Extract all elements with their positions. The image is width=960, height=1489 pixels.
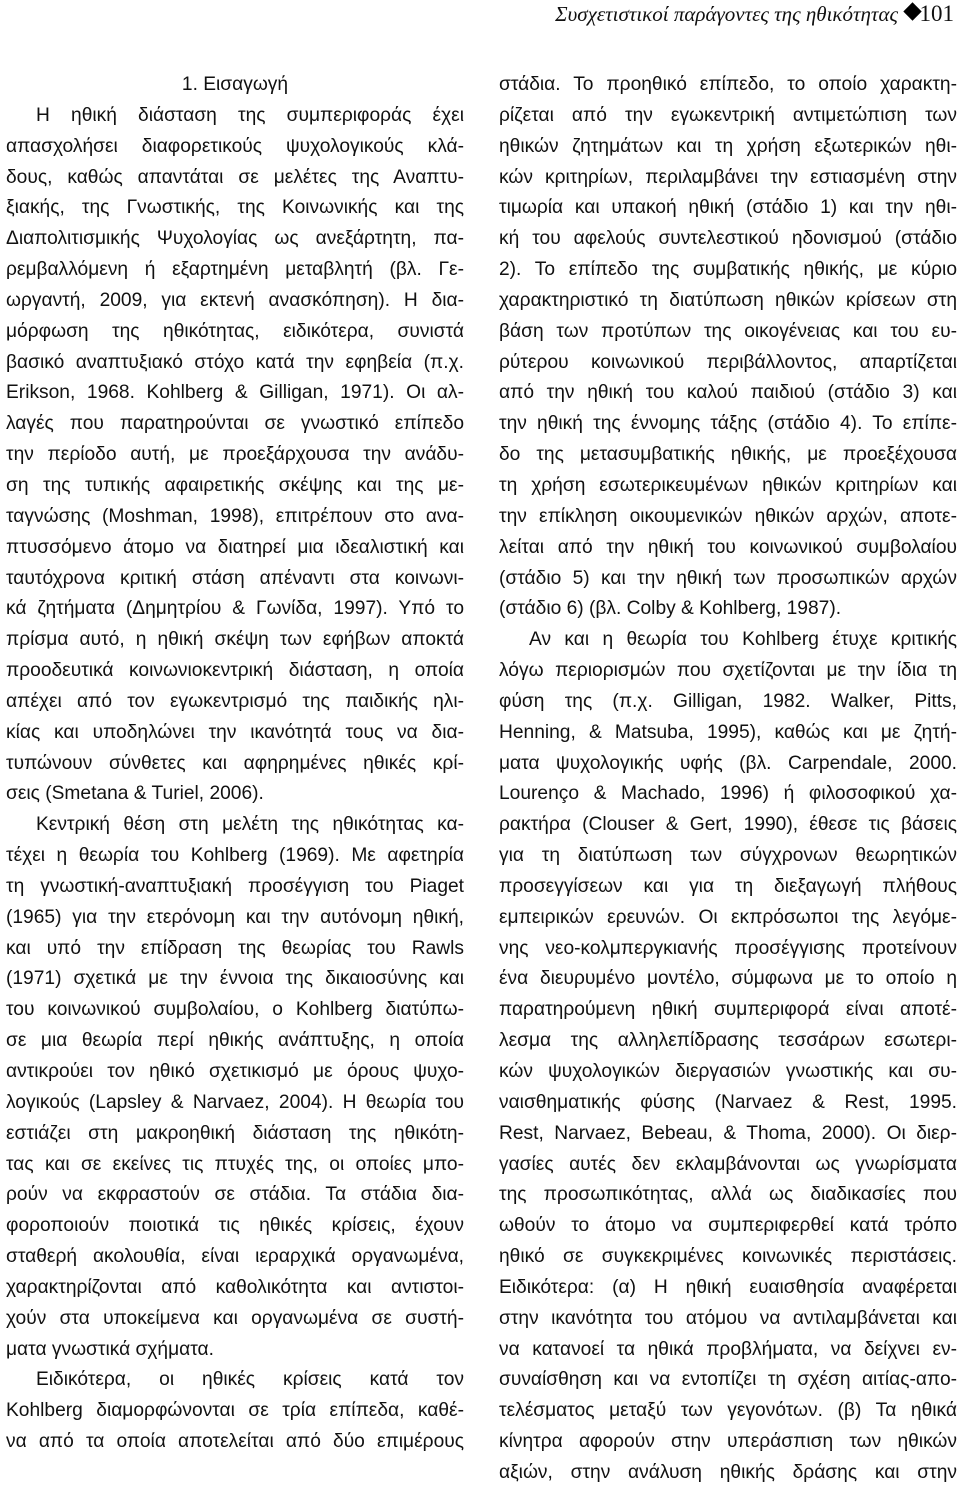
text-line: λείται από την ηθική του κοινωνικού συμβολαίου	[499, 536, 957, 558]
text-line: την ηθική της έννομης τάξης (στάδιο 4). Το επίπε-	[499, 413, 957, 435]
text-line: Ειδικότερα, οι ηθικές κρίσεις κατά τον	[36, 1369, 464, 1391]
text-line: απέχει από τον εγωκεντρισμό της παιδικής ηλι-	[6, 690, 464, 712]
text-line: ταγνώσης (Moshman, 1998), επιτρέπουν στο ανα-	[6, 505, 464, 527]
text-line: λεσμα της αλληλεπίδρασης τεσσάρων εσωτερι-	[499, 1030, 957, 1052]
text-line: λογικούς (Lapsley & Narvaez, 2004). Η θεωρία του	[6, 1091, 464, 1113]
text-line: (1965) για την ετερόνομη και την αυτόνομη ηθική,	[6, 906, 464, 928]
text-line: βασικό αναπτυξιακό στόχο κατά την εφηβεία (π.χ.	[6, 351, 464, 373]
text-line: και υπό την επίδραση της θεωρίας του Rawls	[6, 937, 464, 959]
section-heading: 1. Εισαγωγή	[181, 74, 289, 95]
text-line: τέχει η θεωρία του Kohlberg (1969). Με αφετηρία	[6, 845, 464, 867]
text-line: για τη διατύπωση των σύγχρονων θεωρητικών	[499, 845, 957, 867]
left-column	[6, 70, 464, 1458]
text-line: τη χρήση εσωτερικευμένων ηθικών κριτηρίων και	[499, 474, 957, 496]
text-line: Erikson, 1968. Kohlberg & Gilligan, 1971). Οι αλ-	[6, 382, 464, 404]
text-line: κή του αφελούς συντελεστικού ηδονισμού (στάδιο	[499, 228, 957, 250]
text-line: ένα διευρυμένο μοντέλο, σύμφωνα με το οποίο η	[499, 968, 957, 990]
text-line: εμπειρικών ερευνών. Οι εκπρόσωποι της λεγόμε-	[499, 906, 957, 928]
text-line: ρίζεται από την εγωκεντρική αντιμετώπιση των	[499, 104, 957, 126]
text-line: κών ψυχολογικών διεργασιών γνωστικής και συ-	[499, 1061, 957, 1082]
text-line: προοδευτικά κοινωνιοκεντρική διάσταση, η οποία	[6, 660, 464, 682]
text-line: χούν στα υποκείμενα και οργανωμένα σε συστή-	[6, 1307, 464, 1329]
text-line: αξιών, στην ανάλυση ηθικής δράσης και στην	[499, 1461, 957, 1483]
text-line: ξιακής, της Γνωστικής, της Κοινωνικής και της	[6, 197, 464, 219]
text-line: ρύτερου κοινωνικού περιβάλλοντος, απαρτίζεται	[499, 351, 957, 373]
text-line: χαρακτηριστικό τη διατύπωση ηθικών κρίσεων στη	[499, 289, 957, 311]
text-line: Διαπολιτισμικής Ψυχολογίας ως ανεξάρτητη, πα-	[6, 228, 464, 250]
text-line: ωθούν το άτομο να συμπεριφερθεί κατά τρόπο	[499, 1215, 957, 1237]
text-line: λαγές που παρατηρούνται σε γνωστικό επίπεδο	[6, 413, 464, 435]
text-line: δους, καθώς απαντάται σε μελέτες της Αναπτυ-	[6, 166, 464, 188]
right-column	[499, 70, 957, 1489]
text-line: Ειδικότερα: (α) Η ηθική ευαισθησία αναφέρεται	[499, 1276, 957, 1298]
text-line: ταυτόχρονα κριτική στάση απέναντι στα κοινωνι-	[6, 567, 464, 589]
text-line: απασχολήσει διαφορετικούς ψυχολογικούς κλά-	[6, 135, 464, 157]
text-line: Κεντρική θέση στη μελέτη της ηθικότητας κα-	[36, 814, 464, 836]
text-line: Henning, & Matsuba, 1995), καθώς και με ζητή-	[499, 721, 957, 743]
text-line: παρατηρούμενη ηθική συμπεριφορά είναι αποτέ-	[499, 999, 957, 1021]
text-line: ηθικό σε συγκεκριμένες κοινωνικές περιστάσεις.	[499, 1246, 957, 1268]
text-line: Lourenço & Machado, 1996) ή φιλοσοφικού χα-	[499, 783, 957, 805]
text-line: πτυσσόμενο άτομο να διατηρεί μια ιδεαλιστική και	[6, 536, 464, 558]
text-line: κά ζητήματα (Δημητρίου & Γωνίδα, 1997). Υπό το	[6, 598, 464, 620]
text-line: πρίσμα αυτό, η ηθική σκέψη των εφήβων αποκτά	[6, 629, 464, 651]
text-line: ματα ψυχολογικής υφής (βλ. Carpendale, 2000.	[499, 752, 957, 774]
text-line: δο της μετασυμβατικής ηθικής, με προεξέχουσα	[499, 444, 957, 466]
text-line: σε μια θεωρία περί ηθικής ανάπτυξης, η οποία	[6, 1030, 464, 1052]
text-line: Αν και η θεωρία του Kohlberg έτυχε κριτικής	[529, 629, 957, 651]
text-line: ματα γνωστικά σχήματα.	[6, 1338, 214, 1360]
text-line: φύση της (π.χ. Gilligan, 1982. Walker, Pitts,	[499, 690, 957, 712]
text-line: του κοινωνικού συμβολαίου, ο Kohlberg διατύπω-	[6, 999, 464, 1021]
text-line: Kohlberg διαμορφώνονται σε τρία επίπεδα, καθέ-	[6, 1400, 464, 1422]
text-line: νης νεο-κολμπεργκιανής προσέγγισης προτείνουν	[499, 937, 957, 959]
text-line: κίας και υποδηλώνει την ικανότητά τους να δια-	[6, 721, 464, 743]
text-line: να από τα οποία αποτελείται από δύο επιμέρους	[6, 1431, 464, 1453]
text-line: από την ηθική του καλού παιδιού (στάδιο 3) και	[499, 382, 957, 404]
text-line: λόγω περιορισμών που σχετίζονται με την ίδια τη	[499, 660, 957, 682]
text-line: βάση των προτύπων της οικογένειας και του ευ-	[499, 320, 957, 342]
text-line: συναίσθηση και να εντοπίζει τη σχέση αιτίας-απο-	[499, 1369, 957, 1391]
text-line: ρακτήρα (Clouser & Gert, 1990), έθεσε τις βάσεις	[499, 814, 957, 836]
text-line: ναισθηματικής φύσης (Narvaez & Rest, 1995.	[499, 1091, 957, 1113]
text-line: (1971) σχετικά με την έννοια της δικαιοσύνης και	[6, 968, 464, 990]
text-line: φοροποιούν ποιοτικά τις ηθικές κρίσεις, έχουν	[6, 1215, 464, 1237]
running-head	[2, 0, 960, 32]
text-line: (στάδιο 6) (βλ. Colby & Kohlberg, 1987).	[499, 598, 842, 620]
text-line: την περίοδο αυτή, με προεξάρχουσα την ανάδυ-	[6, 444, 464, 466]
text-line: σεις (Smetana & Turiel, 2006).	[6, 783, 264, 805]
text-line: να κατανοεί τα ηθικά προβλήματα, να δείχνει εν-	[499, 1338, 957, 1360]
text-line: μόρφωση της ηθικότητας, ειδικότερα, συνιστά	[6, 320, 464, 342]
text-line: τη γνωστική-αναπτυξιακή προσέγγιση του Piaget	[6, 875, 464, 897]
text-line: ηθικών ζητημάτων και τη χρήση εξωτερικών ηθι-	[499, 135, 957, 157]
text-line: χαρακτηρίζονται από καθολικότητα και αντιστοι-	[6, 1276, 464, 1298]
text-line: σταθερή ακολουθία, είναι ιεραρχικά οργανωμένα,	[6, 1246, 464, 1268]
text-line: (στάδιο 5) και την ηθική των προσωπικών αρχών	[499, 567, 957, 589]
text-line: αντικρούει τον ηθικό σχετικισμό με όρους ψυχο-	[6, 1061, 464, 1082]
text-line: Η ηθική διάσταση της συμπεριφοράς έχει	[36, 104, 464, 126]
text-line: τιμωρία και υπακοή ηθική (στάδιο 1) και την ηθι-	[499, 197, 957, 219]
text-line: 2). Το επίπεδο της συμβατικής ηθικής, με κύριο	[499, 259, 957, 281]
text-line: Rest, Narvaez, Bebeau, & Thoma, 2000). Οι διερ-	[499, 1122, 957, 1144]
text-line: της προσωπικότητας, αλλά ως διαδικασίες που	[499, 1184, 957, 1206]
text-line: προσεγγίσεων και για τη διεξαγωγή πλήθους	[499, 875, 957, 897]
text-line: κίνητρα αφορούν στην υπεράσπιση των ηθικών	[499, 1431, 957, 1453]
text-line: στην ικανότητα του ατόμου να αντιλαμβάνεται και	[499, 1307, 957, 1329]
page-number: 101	[919, 1, 954, 26]
text-line: τυπώνουν σύνθετες και αφηρημένες ηθικές κρί-	[6, 752, 464, 774]
text-line: στάδια. Το προηθικό επίπεδο, το οποίο χαρακτη-	[499, 74, 957, 95]
text-line: την επίκληση οικουμενικών ηθικών αρχών, αποτε-	[499, 505, 957, 527]
text-line: ρεμβαλλόμενη ή εξαρτημένη μεταβλητή (βλ. Γε-	[6, 259, 464, 281]
text-line: ση της τυπικής αφαιρετικής σκέψης και της με-	[6, 474, 464, 496]
text-line: κών κριτηρίων, περιλαμβάνει την εστιασμένη στην	[499, 166, 957, 188]
text-line: εστιάζει στη μακροηθική διάσταση της ηθικότη-	[6, 1122, 464, 1144]
running-title: Συσχετιστικοί παράγοντες της ηθικότητας	[555, 2, 898, 26]
text-line: τας και σε εκείνες τις πτυχές της, οι οποίες μπο-	[6, 1153, 464, 1175]
text-line: ρούν να εκφραστούν σε στάδια. Τα στάδια δια-	[6, 1184, 464, 1206]
text-line: τελέσματος μεταξύ των γεγονότων. (β) Τα ηθικά	[499, 1400, 957, 1422]
text-line: γασίες αυτές δεν εκλαμβάνονται ως γνωρίσματα	[499, 1153, 957, 1175]
text-line: ωργαντή, 2009, για εκτενή ανασκόπηση). Η δια-	[6, 289, 464, 311]
